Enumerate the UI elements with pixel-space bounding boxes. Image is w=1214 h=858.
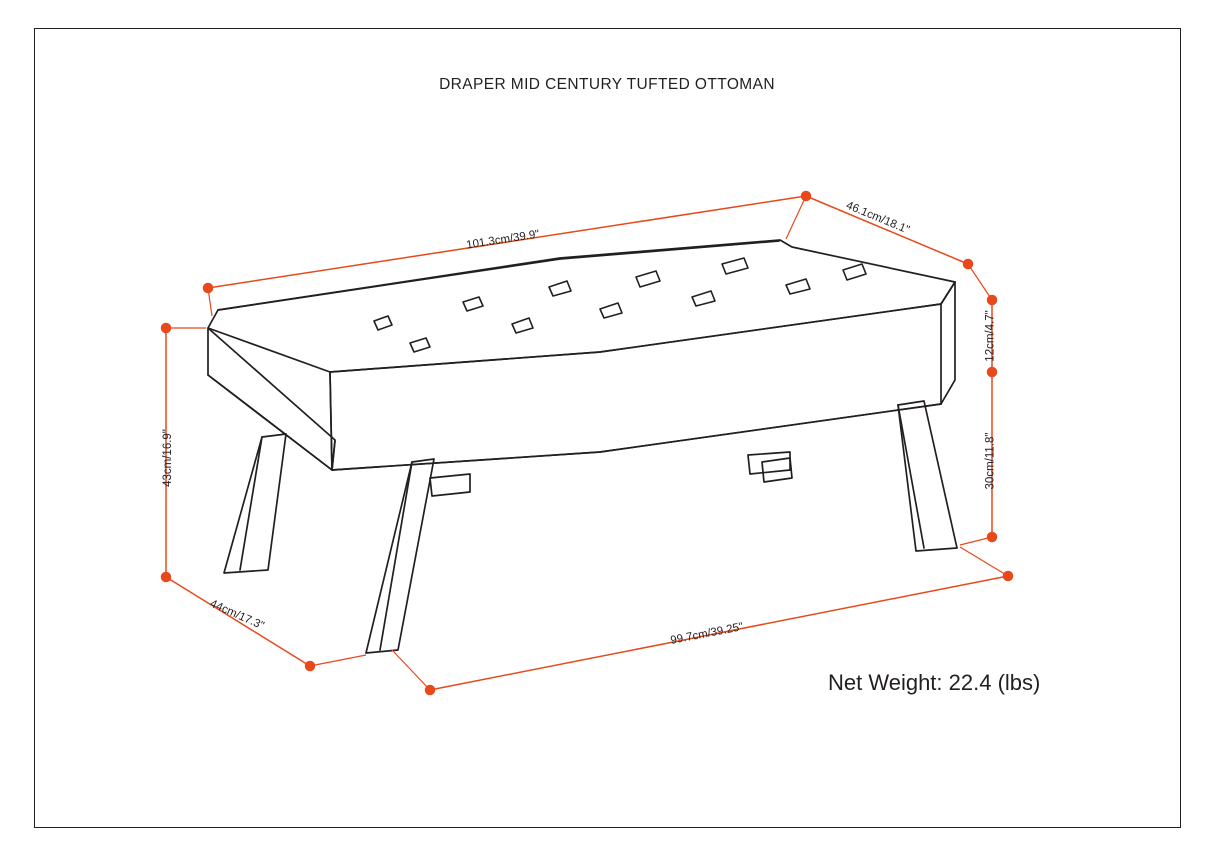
tuft [463, 297, 483, 311]
cushion-front-corner [330, 372, 332, 470]
apron-detail-left [430, 474, 470, 496]
dim-label-cushion-height: 12cm/4.7" [984, 310, 997, 362]
dim-label-base-depth: 44cm/17.3" [208, 597, 266, 633]
cushion-left-face [208, 328, 335, 470]
dim-label-top-depth: 46.1cm/18.1" [844, 199, 912, 237]
apron-detail-right [748, 452, 790, 474]
cushion-front-face [330, 304, 941, 470]
cushion-top [208, 240, 955, 372]
tuft [374, 316, 392, 330]
tuft [636, 271, 660, 287]
dim-label-base-width: 99.7cm/39.25" [669, 621, 745, 647]
tuft [692, 291, 715, 306]
dim-base-depth [166, 577, 366, 671]
tuft [786, 279, 810, 294]
dim-label-overall-height: 43cm/16.9" [161, 429, 174, 487]
cushion-left-bottom [208, 375, 332, 470]
tuft [410, 338, 430, 352]
page-title: DRAPER MID CENTURY TUFTED OTTOMAN [439, 76, 775, 93]
dim-top-width [204, 192, 811, 317]
tuft-group [374, 258, 866, 352]
cushion-right-corner [941, 282, 955, 304]
cushion-back-edge [218, 241, 779, 310]
leg-back-left [224, 434, 286, 573]
dim-top-depth [806, 196, 973, 269]
tuft [512, 318, 533, 333]
dim-label-seat-height: 30cm/11.8" [984, 432, 997, 490]
tuft [843, 264, 866, 280]
tuft [600, 303, 622, 318]
leg-front-right [898, 401, 957, 551]
net-weight-label: Net Weight: 22.4 (lbs) [828, 670, 1041, 695]
tuft [722, 258, 748, 274]
dim-label-top-width: 101.3cm/39.9" [465, 228, 541, 252]
ottoman-body [208, 240, 957, 653]
leg-front-left [366, 459, 434, 653]
tuft [549, 281, 571, 296]
